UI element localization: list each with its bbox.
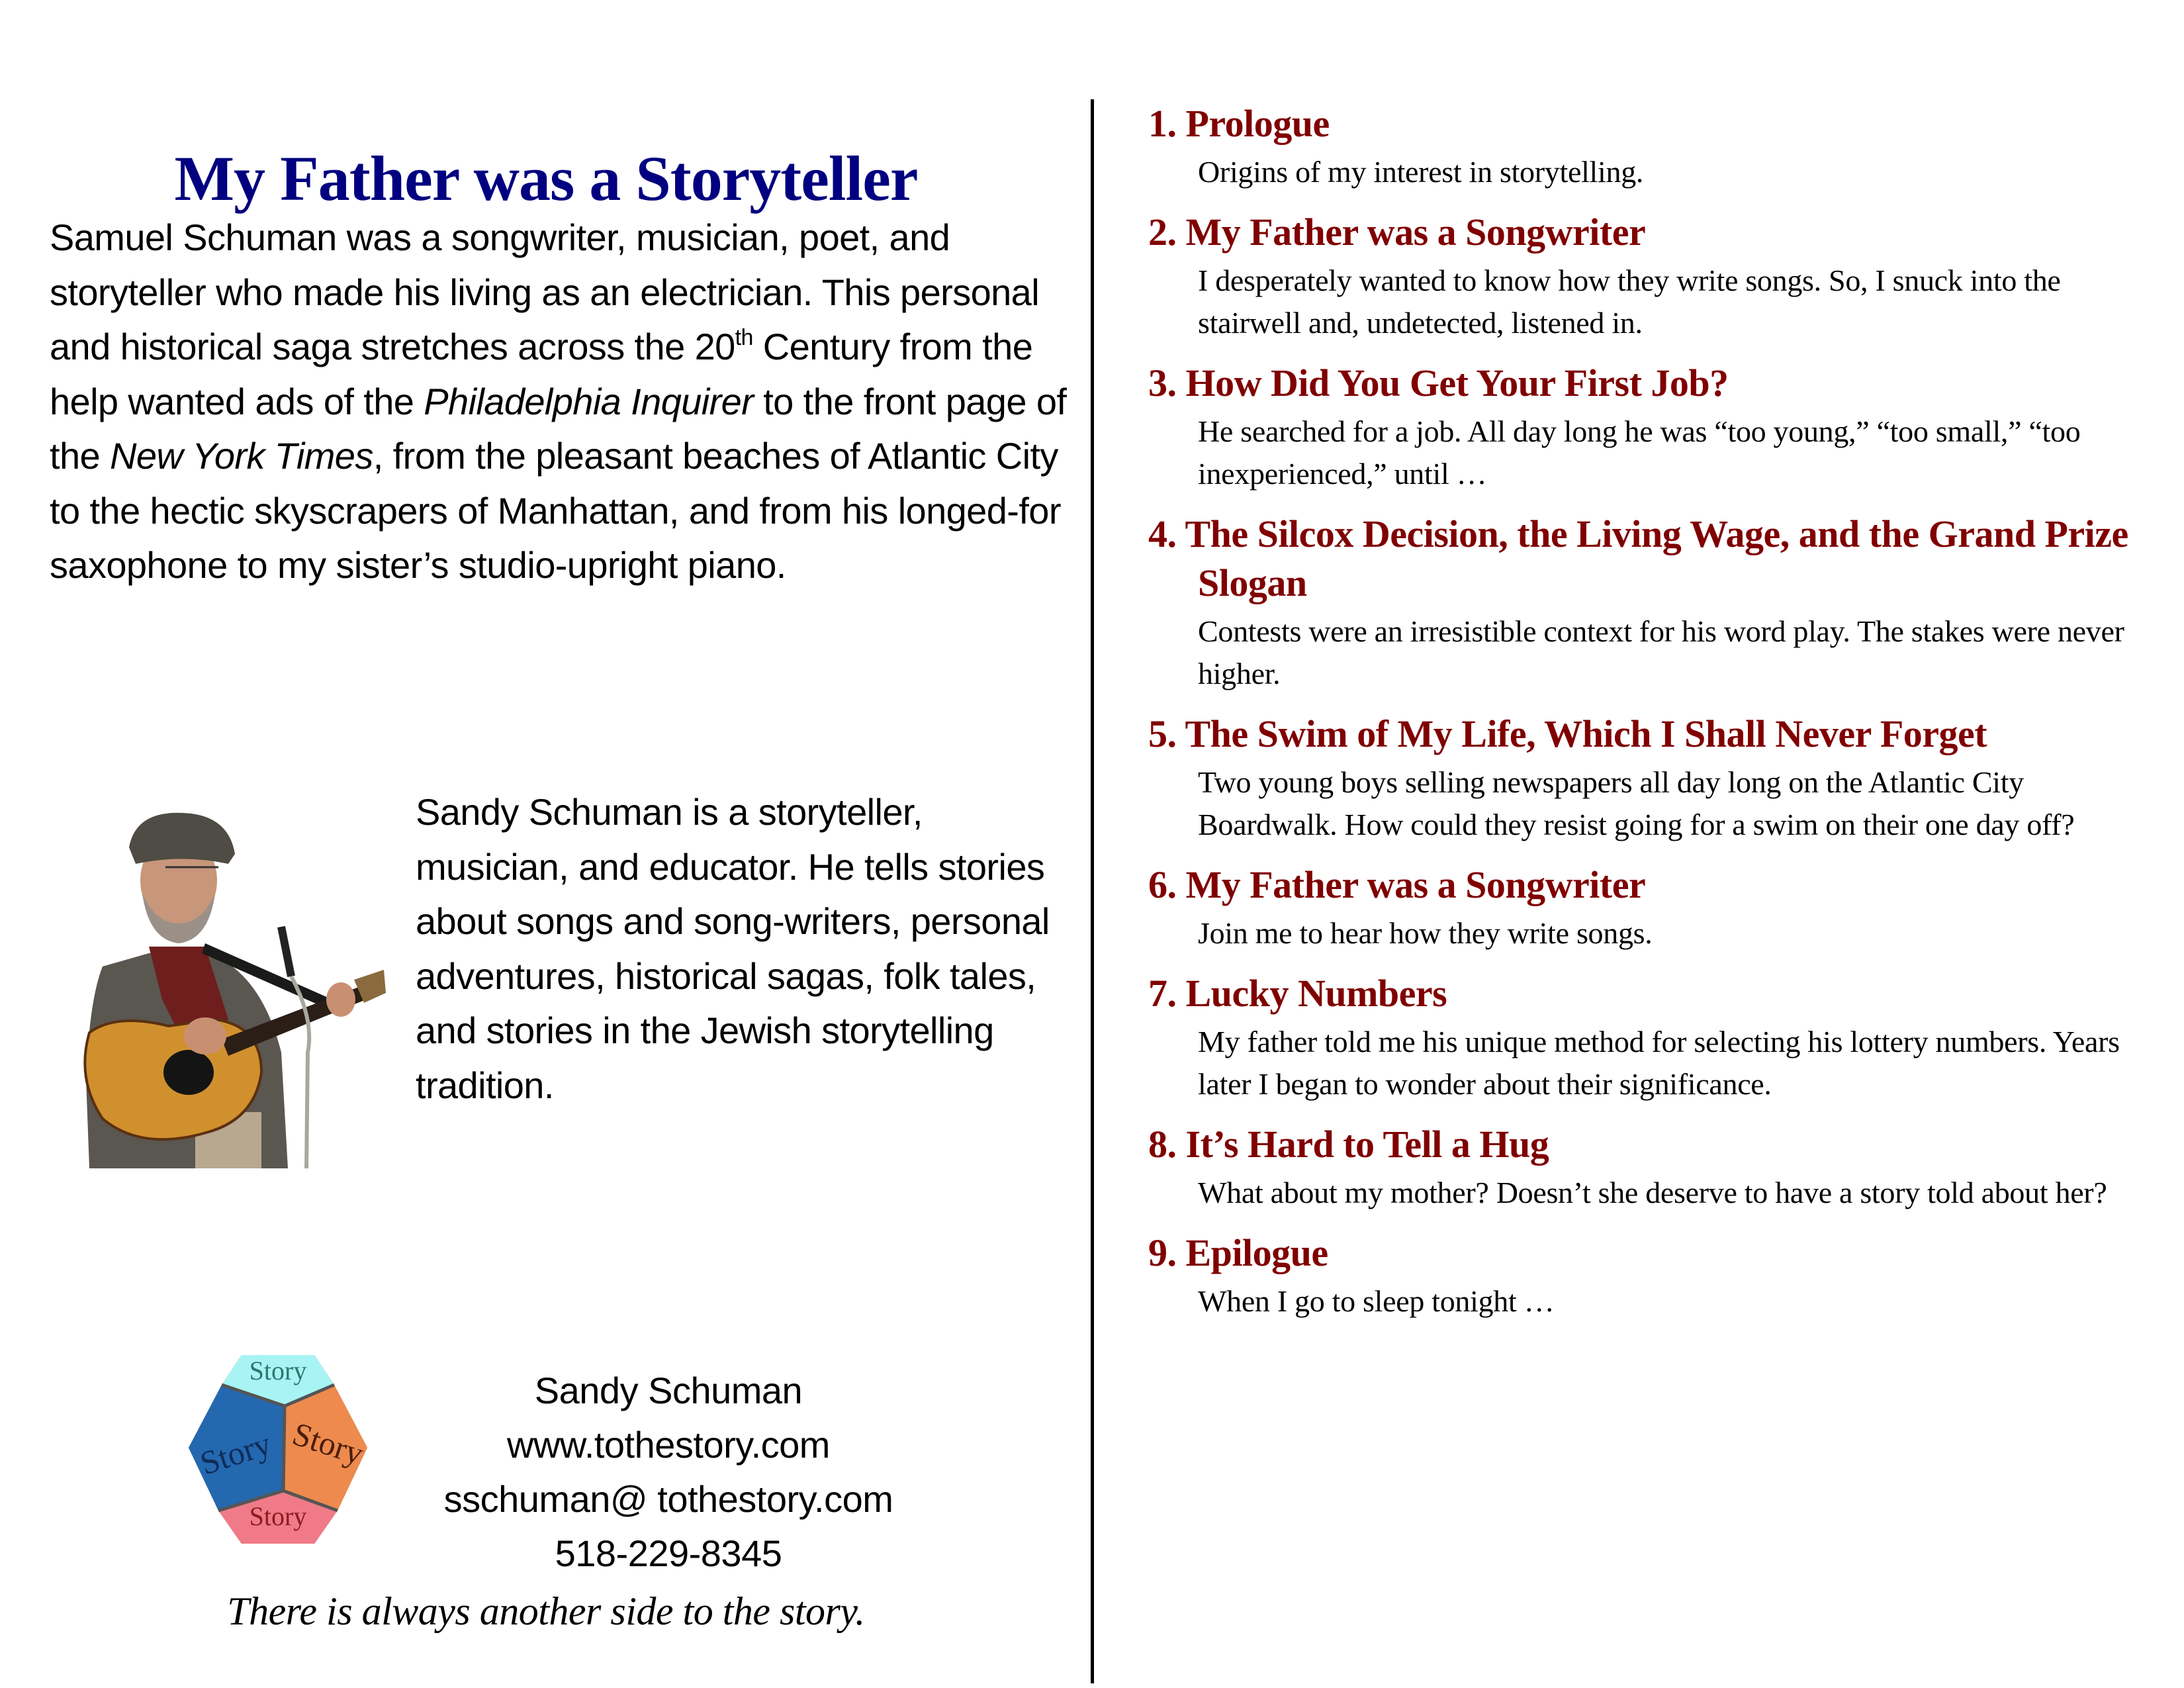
list-item-heading: 3. How Did You Get Your First Job? (1148, 361, 1729, 404)
intro-paragraph (50, 211, 1069, 593)
list-item (1148, 1120, 2154, 1214)
storyteller-photo (63, 801, 387, 1168)
tagline: There is always another side to the story. (227, 1589, 865, 1633)
list-item (1148, 359, 2154, 495)
list-item (1148, 969, 2154, 1105)
list-item (1148, 510, 2154, 695)
logo-text-left: Story (195, 1424, 276, 1482)
list-item (1148, 710, 2154, 846)
logo-text-top: Story (249, 1356, 307, 1385)
intro-ordinal: 20 (694, 326, 735, 367)
newspaper-title: Philadelphia Inquirer (424, 380, 754, 422)
list-item-description: Two young boys selling newspapers all day long on the Atlantic City Boardwalk. How could they resist going for a swim on their one day off? (1198, 765, 2075, 841)
list-item (1148, 99, 2154, 193)
logo-text-right: Story (288, 1415, 368, 1472)
list-item-description: What about my mother? Doesn’t she deserve to have a story told about her? (1198, 1176, 2107, 1209)
contact-website-link[interactable]: www.tothestory.com (507, 1424, 830, 1466)
list-item-description: Origins of my interest in storytelling. (1198, 155, 1644, 189)
list-item-heading: 7. Lucky Numbers (1148, 972, 1447, 1015)
page-title: My Father was a Storyteller (174, 143, 918, 214)
list-item-description: Join me to hear how they write songs. (1198, 916, 1653, 950)
contact-name: Sandy Schuman (534, 1370, 803, 1411)
contact-block (371, 1364, 966, 1581)
list-item-description: My father told me his unique method for selecting his lottery numbers. Years later I began to wonder about their significance. (1198, 1025, 2120, 1101)
column-divider (1091, 99, 1094, 1683)
contact-phone: 518-229-8345 (555, 1532, 782, 1574)
intro-text: , from the pleasant beaches of Atlantic City to the hectic skyscrapers of Manhattan, and from his longed-for saxophone to my sister’s studio-upright piano. (50, 435, 1061, 586)
intro-ordinal-suffix: th (735, 325, 753, 350)
list-item-description: I desperately wanted to know how they write songs. So, I snuck into the stairwell and, undetected, listened in. (1198, 263, 2061, 340)
logo-text-bottom: Story (249, 1501, 307, 1531)
list-item-heading: 5. The Swim of My Life, Which I Shall Never Forget (1148, 712, 1987, 755)
list-item-heading: 6. My Father was a Songwriter (1148, 863, 1646, 906)
intro-text: Samuel Schuman was a songwriter, musician, poet, and storyteller who made his living as an electrician. This personal and historical saga stretches across the (50, 216, 1040, 367)
list-item (1148, 861, 2154, 955)
bio-paragraph: Sandy Schuman is a storyteller, musician, and educator. He tells stories about songs and song-writers, personal adventures, historical sagas, folk tales, and stories in the Jewish storytelling tradition. (416, 791, 1050, 1106)
list-item-heading: 8. It’s Hard to Tell a Hug (1148, 1123, 1549, 1166)
story-program-list (1148, 99, 2154, 1337)
list-item-heading: 4. The Silcox Decision, the Living Wage, and the Grand Prize Slogan (1148, 512, 2128, 604)
list-item-heading: 9. Epilogue (1148, 1231, 1328, 1274)
newspaper-title: New York Times (110, 435, 373, 477)
story-logo (179, 1352, 377, 1544)
list-item-description: When I go to sleep tonight … (1198, 1284, 1555, 1318)
list-item-description: Contests were an irresistible context for his word play. The stakes were never higher. (1198, 614, 2124, 690)
list-item-heading: 1. Prologue (1148, 102, 1330, 145)
list-item-description: He searched for a job. All day long he was “too young,” “too small,” “too inexperienced,” until … (1198, 414, 2081, 491)
intro-text: Century from the help wanted ads of the (50, 326, 1033, 422)
list-item-heading: 2. My Father was a Songwriter (1148, 211, 1646, 254)
list-item (1148, 1229, 2154, 1323)
list-item (1148, 208, 2154, 344)
intro-text: to the front page of the (50, 380, 1067, 477)
contact-email-link[interactable]: sschuman@ tothestory.com (443, 1478, 893, 1520)
